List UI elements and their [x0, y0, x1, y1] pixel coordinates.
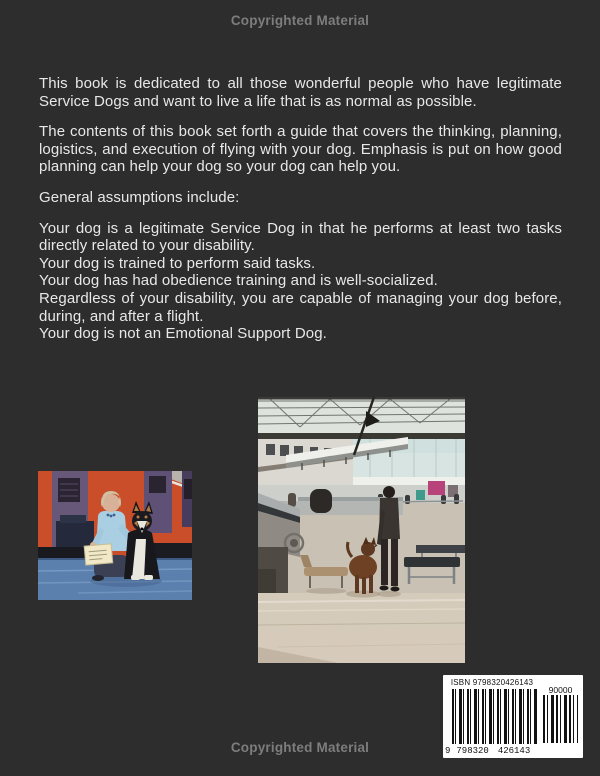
overview-paragraph: The contents of this book set forth a guide that covers the thinking, planning, logistics, and execution of flying with your dog. Emphasis is put on how good planning can help your dog so your dog can help you. — [39, 123, 562, 176]
copyright-banner-top: Copyrighted Material — [230, 13, 370, 28]
airport-photo-image — [258, 397, 465, 663]
back-cover-text — [39, 75, 562, 343]
barcode-bars-supplement — [543, 695, 578, 743]
assumption-item: Regardless of your disability, you are capable of managing your dog before, during, and after a flight. — [39, 289, 562, 325]
barcode-price-code: 90000 — [548, 685, 573, 695]
assumption-item: Your dog is a legitimate Service Dog in that he performs at least two tasks directly related to your disability. — [39, 219, 562, 255]
certificate-photo-image — [38, 471, 192, 600]
assumptions-list — [39, 220, 562, 343]
dedication-paragraph: This book is dedicated to all those wonderful people who have legitimate Service Dogs and want to live a life that is as normal as possible. — [39, 75, 562, 110]
ean-group-1: 798320 — [456, 746, 489, 756]
ean-prefix: 9 — [445, 746, 451, 756]
barcode-bars-main — [452, 689, 537, 744]
isbn-number-label: ISBN 9798320426143 — [450, 678, 534, 687]
assumption-item: Your dog is not an Emotional Support Dog. — [39, 325, 327, 343]
assumption-item: Your dog has had obedience training and is well-socialized. — [39, 272, 438, 290]
copyright-banner-bottom: Copyrighted Material — [230, 740, 370, 755]
assumption-item: Your dog is trained to perform said tasks. — [39, 254, 316, 272]
airport-photo — [258, 397, 465, 663]
certificate-photo — [38, 471, 192, 600]
ean-group-2: 426143 — [497, 746, 531, 756]
assumptions-heading: General assumptions include: — [39, 188, 240, 206]
